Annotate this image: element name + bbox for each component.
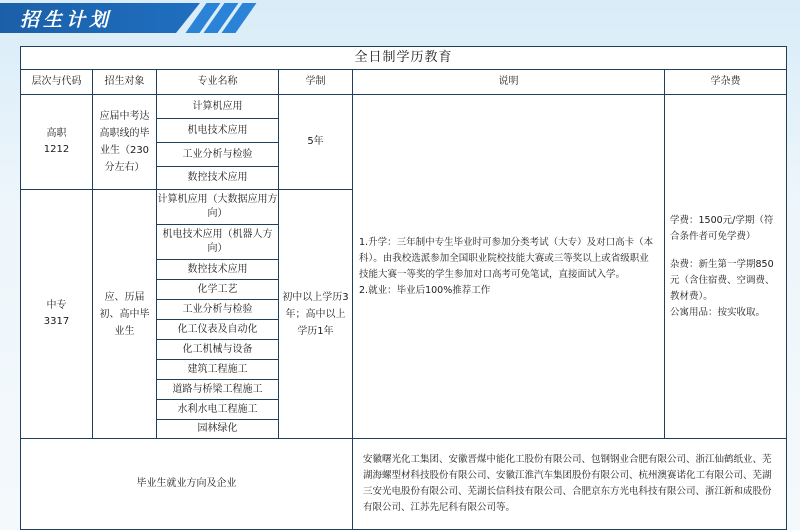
header-target: 招生对象 — [93, 70, 157, 95]
major-item: 道路与桥梁工程施工 — [157, 380, 278, 400]
major-item: 机电技术应用（机器人方向） — [157, 225, 278, 260]
major-item: 化工仪表及自动化 — [157, 320, 278, 340]
major-item: 机电技术应用 — [157, 119, 278, 143]
duration-cell: 初中以上学历3年；高中以上学历1年 — [279, 190, 353, 439]
fee-apartment: 公寓用品：按实收取。 — [670, 306, 766, 318]
header-level-code: 层次与代码 — [21, 70, 93, 95]
fee-misc: 杂费：新生第一学期850元（含住宿费、空调费、教材费）。 — [670, 258, 775, 302]
major-item: 工业分析与检验 — [157, 300, 278, 320]
fees-cell — [665, 95, 787, 439]
major-item: 园林绿化 — [197, 423, 238, 434]
header-duration: 学制 — [279, 70, 353, 95]
major-item: 化学工艺 — [157, 280, 278, 300]
enrollment-plan-table — [20, 46, 787, 530]
major-item: 计算机应用（大数据应用方向） — [157, 190, 278, 225]
major-item: 建筑工程施工 — [157, 360, 278, 380]
level-code: 1212 — [43, 144, 70, 155]
major-item: 水利水电工程施工 — [157, 400, 278, 420]
table-title-row — [21, 47, 787, 70]
employment-label: 毕业生就业方向及企业 — [21, 439, 353, 530]
employment-companies: 安徽曙光化工集团、安徽晋煤中能化工股份有限公司、包钢钢业合肥有限公司、浙江仙鹤纸业、芜湖海螺型材科技股份有限公司、安徽江淮汽车集团股份有限公司、杭州澳赛诺化工有限公司、芜湖三安光电股份有限公司、芜湖长信科技有限公司、合肥京东方光电科技有限公司、浙江新和成股份有限公司、江苏先尼科有限公司等。 — [353, 439, 787, 530]
major-item: 化工机械与设备 — [157, 340, 278, 360]
major-item: 工业分析与检验 — [157, 143, 278, 167]
fee-tuition: 学费：1500元/学期（符合条件者可免学费） — [670, 214, 774, 242]
majors-cell — [157, 190, 279, 439]
target-cell: 应、历届初、高中毕业生 — [93, 190, 157, 439]
header-explanation: 说明 — [353, 70, 665, 95]
major-item: 数控技术应用 — [157, 260, 278, 280]
banner-title: 招生计划 — [20, 9, 113, 31]
level-code: 3317 — [43, 316, 70, 327]
table-row — [21, 439, 787, 530]
level-name: 中专 — [46, 300, 67, 311]
section-banner — [0, 0, 800, 40]
table-title: 全日制学历教育 — [21, 47, 787, 70]
target-cell: 应届中考达高职线的毕业生（230分左右） — [93, 95, 157, 190]
explanation-line: 1.升学：三年制中专生毕业时可参加分类考试（大专）及对口高卡（本科）。由我校选派参加全国职业院校技能大赛或三等奖以上或省级职业技能大赛一等奖的学生参加对口高考可免笔试，直接面试入学。 — [359, 236, 654, 280]
major-item: 数控技术应用 — [187, 172, 248, 183]
header-fees: 学杂费 — [665, 70, 787, 95]
table-row — [21, 95, 787, 190]
majors-cell — [157, 95, 279, 190]
major-item: 计算机应用 — [157, 95, 278, 119]
duration-cell: 5年 — [279, 95, 353, 190]
level-code-cell — [21, 190, 93, 439]
level-code-cell — [21, 95, 93, 190]
explanation-line: 2.就业：毕业后100%推荐工作 — [359, 284, 491, 296]
explanation-cell — [353, 95, 665, 439]
table-header-row — [21, 70, 787, 95]
level-name: 高职 — [46, 128, 67, 139]
header-major: 专业名称 — [157, 70, 279, 95]
